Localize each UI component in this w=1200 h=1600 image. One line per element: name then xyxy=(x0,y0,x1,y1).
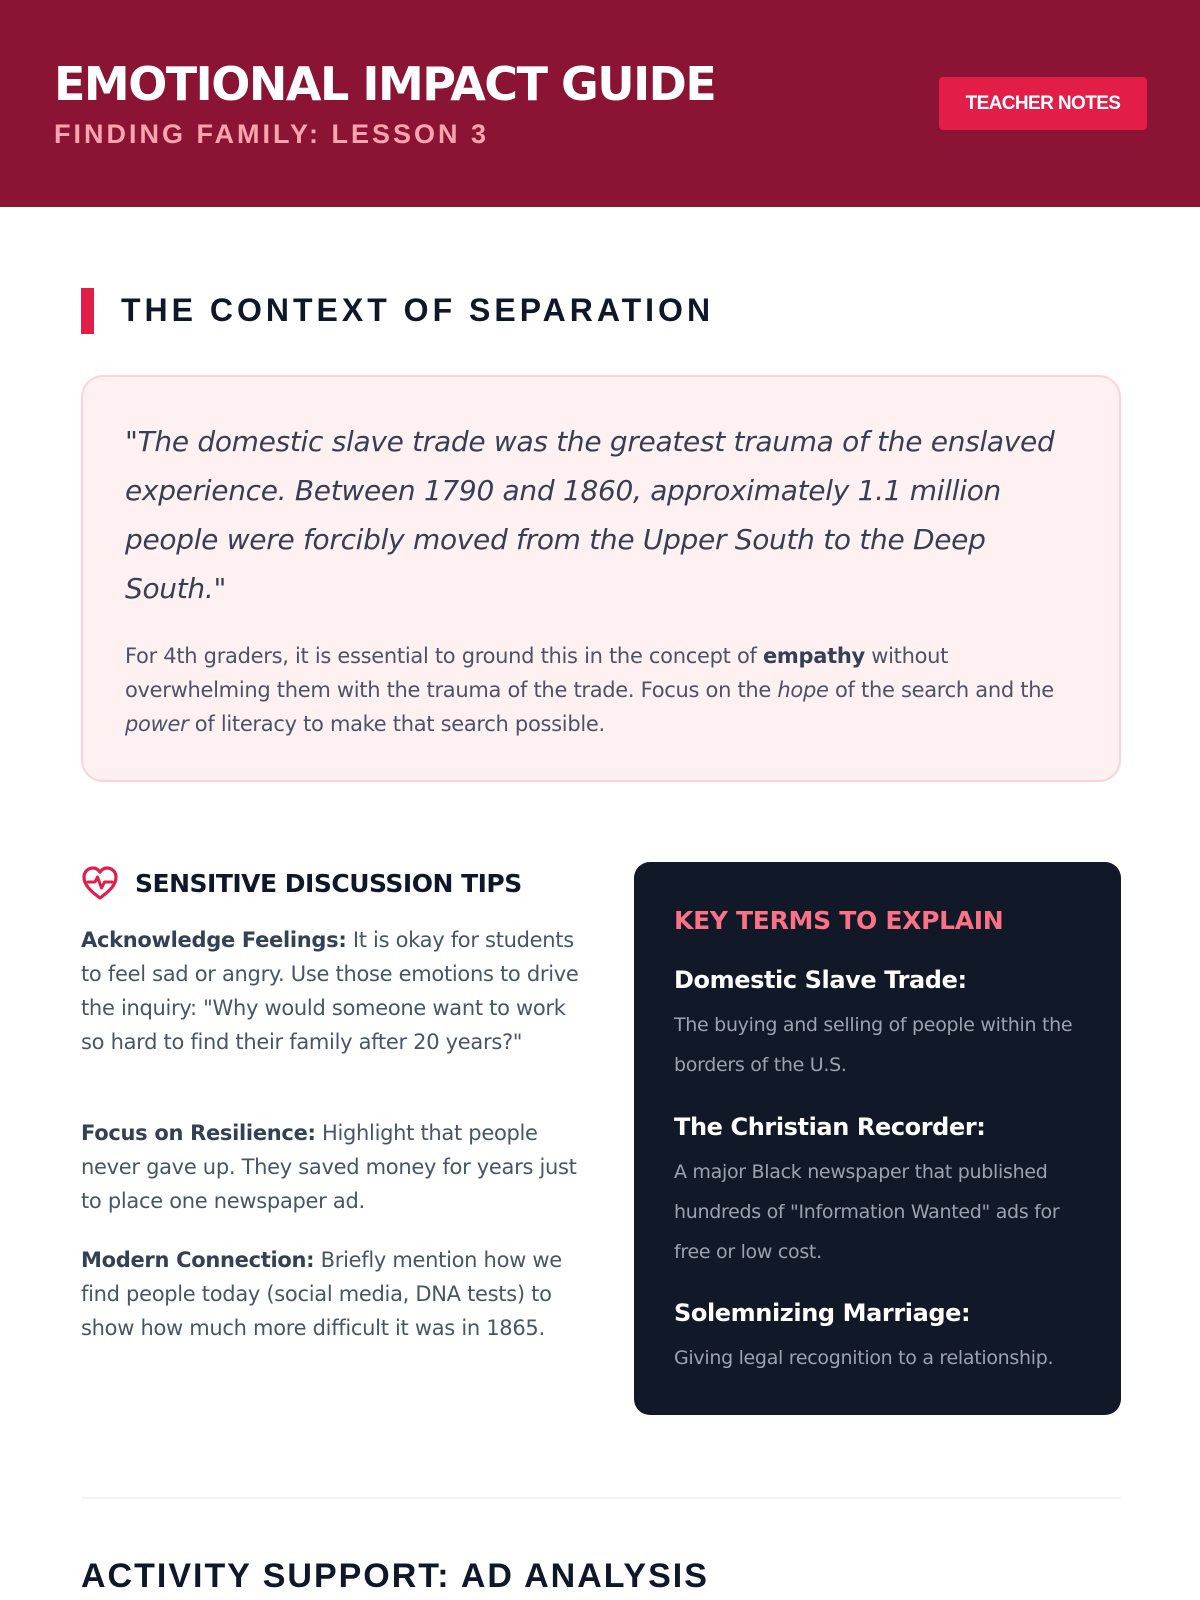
heart-pulse-icon xyxy=(81,865,119,901)
note-emphasis-power: power xyxy=(125,712,189,736)
tips-title: SENSITIVE DISCUSSION TIPS xyxy=(135,868,522,898)
tip-item xyxy=(81,1116,581,1218)
tip-label: Modern Connection: xyxy=(81,1248,315,1272)
key-terms-card xyxy=(634,862,1121,1415)
note-text: For 4th graders, it is essential to ground this in the concept of xyxy=(125,644,763,668)
term-name: The Christian Recorder: xyxy=(674,1113,986,1141)
note-emphasis-empathy: empathy xyxy=(762,644,865,668)
term-definition: The buying and selling of people within the borders of the U.S. xyxy=(674,1014,1073,1076)
tip-text: It is okay for students to feel sad or angry. Use those emotions to drive the inquiry: "Why would someone want to work so hard to find their family after 20 years?" xyxy=(81,928,579,1054)
page-title: EMOTIONAL IMPACT GUIDE xyxy=(54,57,716,111)
note-text: of literacy to make that search possible. xyxy=(188,712,605,736)
note-emphasis-hope: hope xyxy=(777,678,829,702)
tip-item xyxy=(81,1243,581,1345)
tip-item xyxy=(81,923,581,1059)
context-note xyxy=(125,639,1095,741)
note-text: without overwhelming them with the trauma of the trade. Focus on the xyxy=(125,644,949,702)
context-quote: "The domestic slave trade was the greatest trauma of the enslaved experience. Between 1790 and 1860, approximately 1.1 million people were forcibly moved from the Upper South to the Deep South." xyxy=(125,425,1055,605)
page-subtitle: FINDING FAMILY: LESSON 3 xyxy=(54,119,490,149)
activity-section-title: ACTIVITY SUPPORT: AD ANALYSIS xyxy=(81,1557,709,1595)
term-definition: Giving legal recognition to a relationship. xyxy=(674,1347,1054,1369)
context-section-title: THE CONTEXT OF SEPARATION xyxy=(121,292,715,328)
tip-label: Acknowledge Feelings: xyxy=(81,928,347,952)
tip-label: Focus on Resilience: xyxy=(81,1121,316,1145)
section-divider xyxy=(81,1497,1121,1499)
term-name: Domestic Slave Trade: xyxy=(674,966,967,994)
teacher-notes-badge[interactable]: TEACHER NOTES xyxy=(939,77,1147,130)
tip-text: Highlight that people never gave up. They saved money for years just to place one newspaper ad. xyxy=(81,1121,577,1213)
section-accent-bar xyxy=(81,288,94,334)
term-name: Solemnizing Marriage: xyxy=(674,1299,971,1327)
context-quote-card xyxy=(81,375,1121,782)
key-terms-title: KEY TERMS TO EXPLAIN xyxy=(674,906,1004,935)
page-header xyxy=(0,0,1200,207)
note-text: of the search and the xyxy=(828,678,1054,702)
tip-text: Briefly mention how we find people today (social media, DNA tests) to show how much more difficult it was in 1865. xyxy=(81,1248,562,1340)
term-definition: A major Black newspaper that published hundreds of "Information Wanted" ads for free or low cost. xyxy=(674,1161,1060,1263)
tips-header xyxy=(81,865,522,901)
